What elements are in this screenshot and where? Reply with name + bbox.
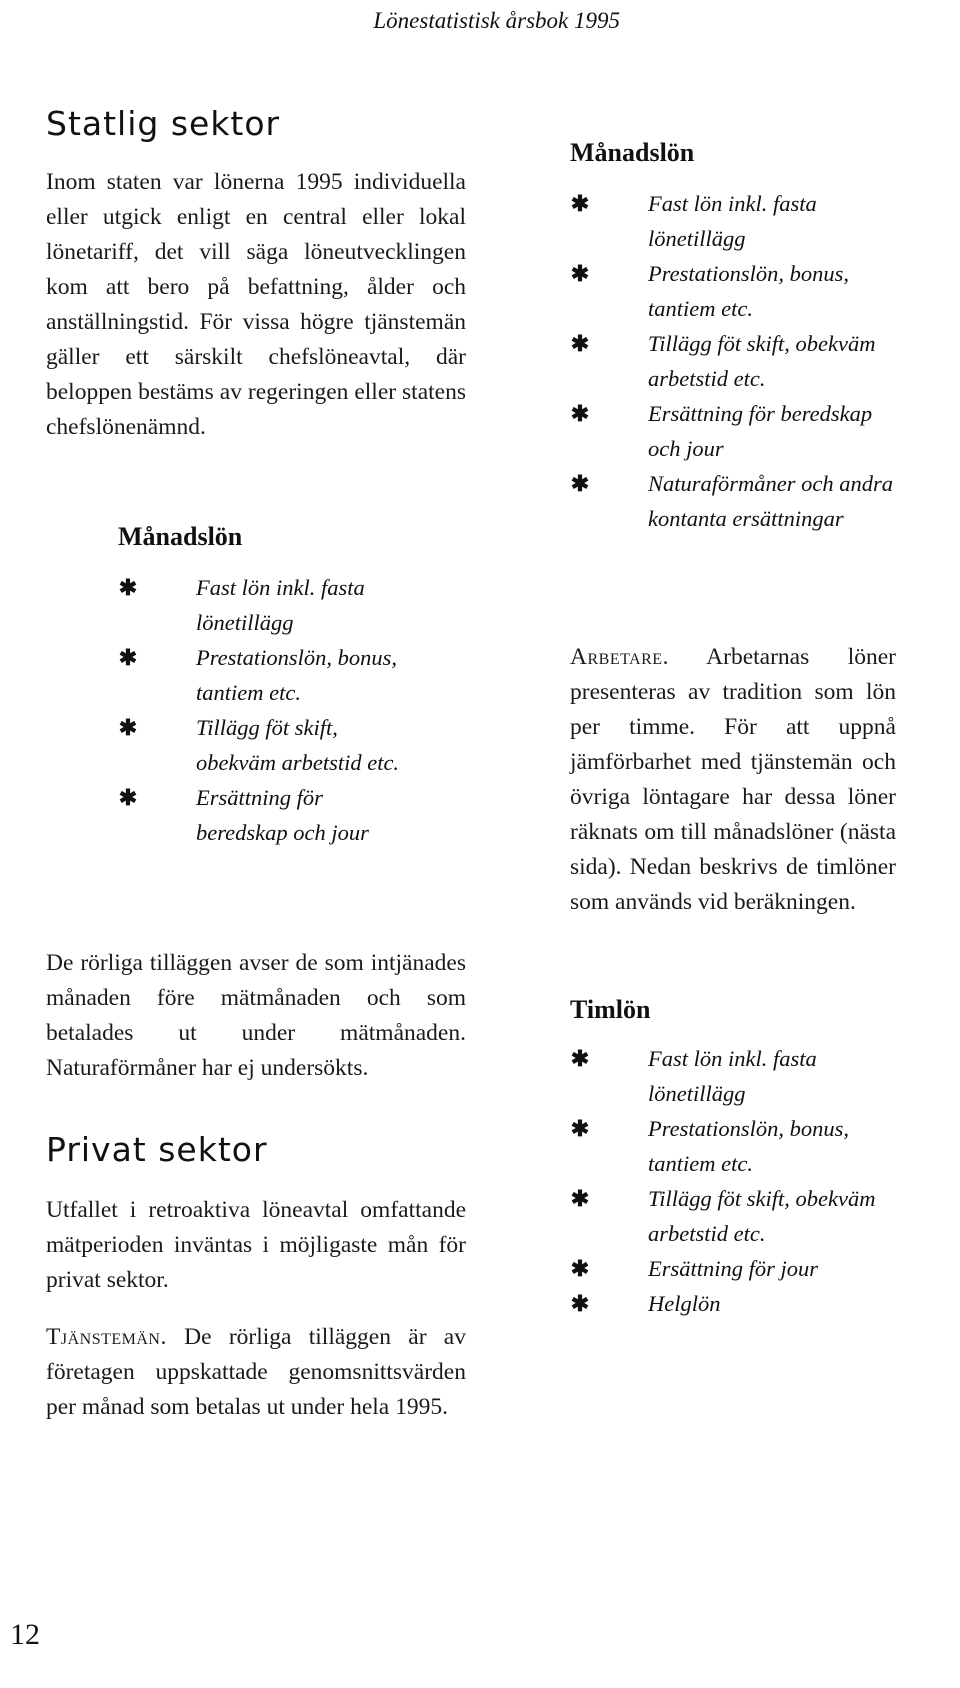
asterisk-icon: ✱	[118, 645, 138, 670]
list-item: ✱ Tillägg föt skift, obekväm arbetstid etc.	[118, 710, 418, 780]
list-item: ✱ Naturaförmåner och andra kontanta ersättningar	[570, 466, 900, 536]
asterisk-icon: ✱	[570, 261, 590, 286]
asterisk-icon: ✱	[570, 401, 590, 426]
list-item: ✱ Prestationslön, bonus, tantiem etc.	[570, 1111, 900, 1181]
left-manadslon-heading: Månadslön	[118, 522, 243, 551]
arbetare-paragraph: Arbetare. Arbetarnas löner presenteras av tradition som lön per timme. För att uppnå jämförbarhet med tjänstemän och övriga löntagare har dessa löner räknats om till månadslöner (nästa sida). Nedan beskrivs de timlöner som används vid beräkningen.	[570, 644, 896, 915]
asterisk-icon: ✱	[118, 785, 138, 810]
asterisk-icon: ✱	[570, 1186, 590, 1211]
list-item: ✱ Ersättning för beredskap och jour	[118, 780, 418, 850]
statlig-paragraph: Inom staten var lönerna 1995 individuella eller utgick enligt en central eller lokal lönetariff, det vill säga löneutvecklingen kom att bero på befattning, ålder och anställningstid. För vissa högre tjänstemän gäller ett särskilt chefslöneavtal, där beloppen bestäms av regeringen eller statens chefslönenämnd.	[46, 169, 466, 440]
timlon-list	[570, 1041, 900, 1321]
list-item: ✱ Fast lön inkl. fasta lönetillägg	[570, 1041, 900, 1111]
list-item: ✱ Tillägg föt skift, obekväm arbetstid etc.	[570, 326, 900, 396]
section-title-privat: Privat sektor	[46, 1130, 268, 1169]
arbetare-lead: Arbetare.	[570, 644, 669, 670]
asterisk-icon: ✱	[570, 471, 590, 496]
page-number: 12	[10, 1618, 40, 1651]
rorliga-paragraph: De rörliga tilläggen avser de som intjänades månaden före mätmånaden och som betalades ut under mätmånaden. Naturaförmåner har ej undersökts.	[46, 950, 466, 1081]
asterisk-icon: ✱	[570, 1116, 590, 1141]
list-item: ✱ Prestationslön, bonus, tantiem etc.	[118, 640, 418, 710]
list-item: ✱ Prestationslön, bonus, tantiem etc.	[570, 256, 900, 326]
list-item: ✱ Tillägg föt skift, obekväm arbetstid etc.	[570, 1181, 900, 1251]
right-manadslon-heading: Månadslön	[570, 138, 695, 167]
list-item: ✱ Ersättning för beredskap och jour	[570, 396, 900, 466]
asterisk-icon: ✱	[570, 191, 590, 216]
timlon-heading: Timlön	[570, 995, 651, 1024]
right-manadslon-list	[570, 186, 900, 536]
asterisk-icon: ✱	[570, 1291, 590, 1316]
running-head: Lönestatistisk årsbok 1995	[373, 8, 620, 33]
asterisk-icon: ✱	[570, 1046, 590, 1071]
list-item: ✱ Helglön	[570, 1286, 900, 1321]
list-item: ✱ Ersättning för jour	[570, 1251, 900, 1286]
section-title-statlig: Statlig sektor	[46, 104, 281, 143]
asterisk-icon: ✱	[570, 331, 590, 356]
tjansteman-lead: Tjänstemän.	[46, 1324, 167, 1350]
left-manadslon-list	[118, 570, 418, 850]
list-item: ✱ Fast lön inkl. fasta lönetillägg	[570, 186, 900, 256]
privat-paragraph: Utfallet i retroaktiva löneavtal omfattande mätperioden inväntas i möjligaste mån för privat sektor.	[46, 1197, 466, 1293]
asterisk-icon: ✱	[118, 575, 138, 600]
list-item: ✱ Fast lön inkl. fasta lönetillägg	[118, 570, 418, 640]
asterisk-icon: ✱	[118, 715, 138, 740]
tjansteman-paragraph: Tjänstemän. De rörliga tilläggen är av företagen uppskattade genomsnittsvärden per månad som betalas ut under hela 1995.	[46, 1324, 466, 1420]
asterisk-icon: ✱	[570, 1256, 590, 1281]
